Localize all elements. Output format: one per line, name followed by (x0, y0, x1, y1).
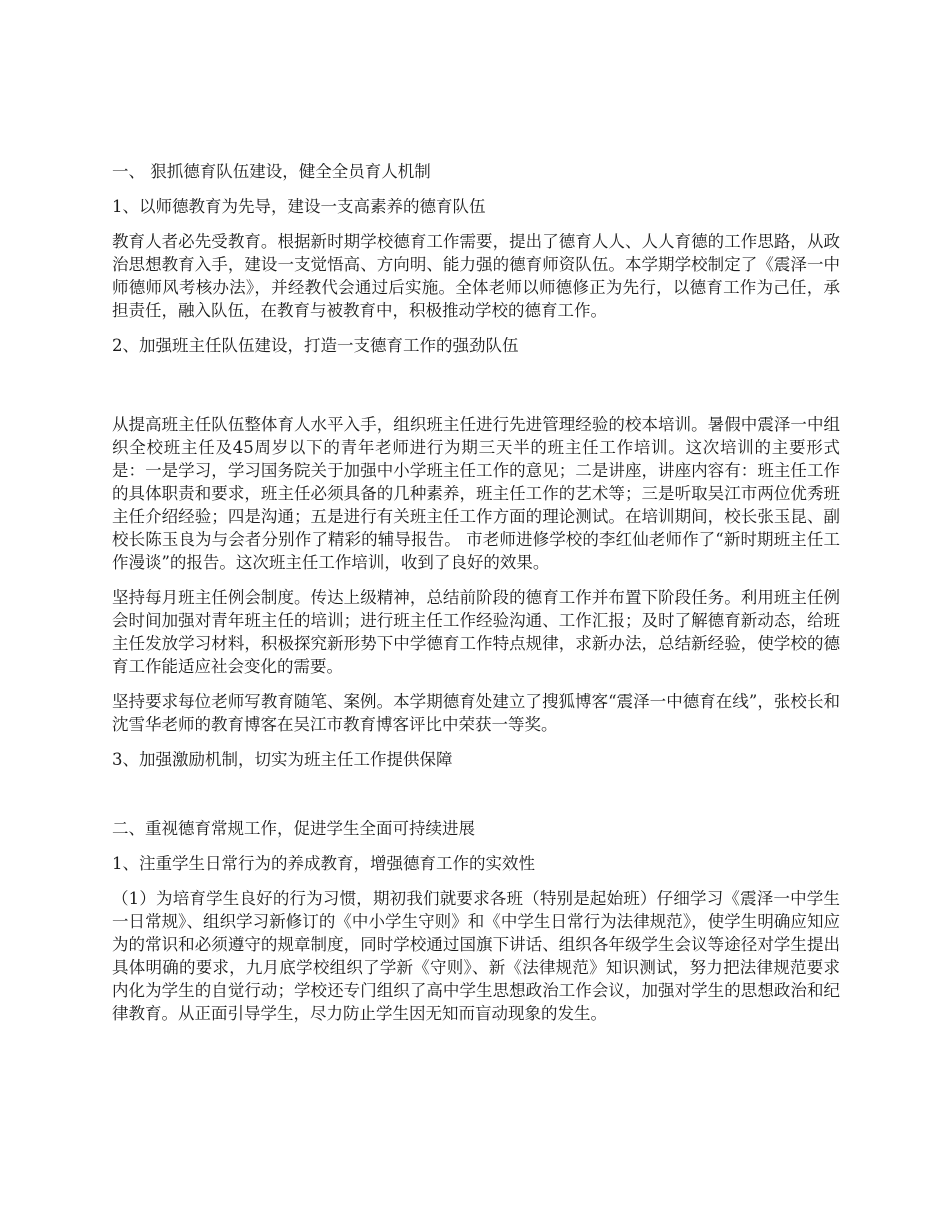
section-2-1-heading: 1、注重学生日常行为的养成教育，增强德育工作的实效性 (112, 854, 535, 873)
spacer (112, 369, 840, 413)
section-2-heading: 二、重视德育常规工作，促进学生全面可持续进展 (112, 819, 475, 838)
spacer (112, 783, 840, 817)
document-body (112, 160, 840, 1037)
section-1-3-heading: 3、加强激励机制，切实为班主任工作提供保障 (112, 750, 453, 769)
section-1-1-paragraph: 教育人者必先受教育。根据新时期学校德育工作需要，提出了德育人人、人人育德的工作思路，从政治思想教育入手，建设一支觉悟高、方向明、能力强的德育师资队伍。本学期学校制定了《震泽一中师德师风考核办法》，并经教代会通过后实施。全体老师以师德修正为先行，以德育工作为己任，承担责任，融入队伍，在教育与被教育中，积极推动学校的德育工作。 (112, 232, 840, 320)
section-1-heading: 一、 狠抓德育队伍建设，健全全员育人机制 (112, 162, 431, 181)
section-1-2-paragraph-3: 坚持要求每位老师写教育随笔、案例。本学期德育处建立了搜狐博客“震泽一中德育在线”，张校长和沈雪华老师的教育博客在吴江市教育博客评比中荣获一等奖。 (112, 692, 840, 734)
section-2-1-paragraph: （1）为培育学生良好的行为习惯，期初我们就要求各班（特别是起始班）仔细学习《震泽一中学生一日常规》、组织学习新修订的《中小学生守则》和《中学生日常行为法律规范》，使学生明确应知应为的常识和必须遵守的规章制度，同时学校通过国旗下讲话、组织各年级学生会议等途径对学生提出具体明确的要求，九月底学校组织了学新《守则》、新《法律规范》知识测试，努力把法律规范要求内化为学生的自觉行动；学校还专门组织了高中学生思想政治工作会议，加强对学生的思想政治和纪律教育。从正面引导学生，尽力防止学生因无知而盲动现象的发生。 (112, 889, 840, 1023)
section-1-2-paragraph-2: 坚持每月班主任例会制度。传达上级精神，总结前阶段的德育工作并布置下阶段任务。利用班主任例会时间加强对青年班主任的培训；进行班主任工作经验沟通、工作汇报；及时了解德育新动态，给班主任发放学习材料，积极探究新形势下中学德育工作特点规律，求新办法，总结新经验，使学校的德育工作能适应社会变化的需要。 (112, 588, 840, 676)
section-1-1-heading: 1、以师德教育为先导，建设一支高素养的德育队伍 (112, 197, 486, 216)
section-1-2-heading: 2、加强班主任队伍建设，打造一支德育工作的强劲队伍 (112, 336, 519, 355)
section-1-2-paragraph-1: 从提高班主任队伍整体育人水平入手，组织班主任进行先进管理经验的校本培训。暑假中震泽一中组织全校班主任及45周岁以下的青年老师进行为期三天半的班主任工作培训。这次培训的主要形式是：一是学习，学习国务院关于加强中小学班主任工作的意见；二是讲座，讲座内容有：班主任工作的具体职责和要求，班主任必须具备的几种素养，班主任工作的艺术等；三是听取吴江市两位优秀班主任介绍经验；四是沟通；五是进行有关班主任工作方面的理论测试。在培训期间，校长张玉昆、副校长陈玉良为与会者分别作了精彩的辅导报告。 市老师进修学校的李红仙老师作了“新时期班主任工作漫谈”的报告。这次班主任工作培训，收到了良好的效果。 (112, 415, 840, 572)
